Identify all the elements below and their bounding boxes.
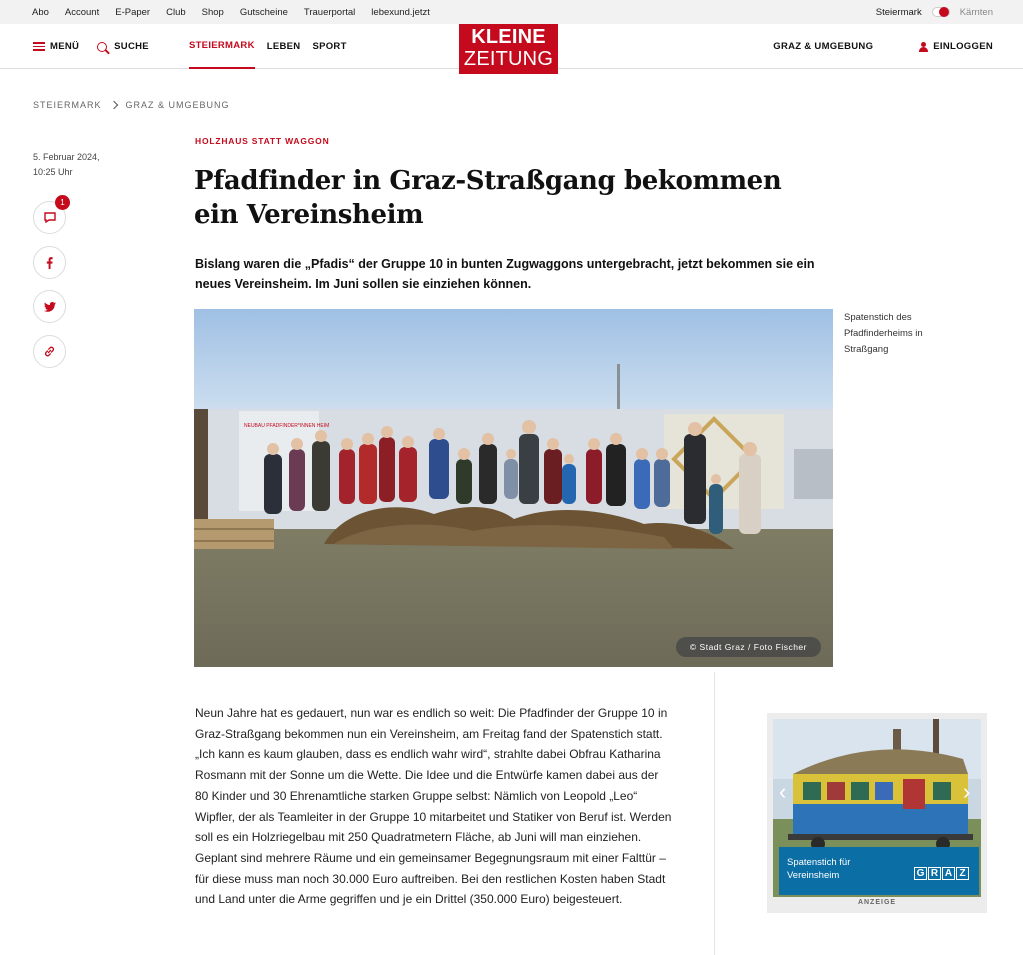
comment-count-badge: 1 — [55, 195, 70, 210]
utility-link-shop[interactable]: Shop — [201, 6, 224, 18]
chevron-left-icon[interactable]: ‹ — [779, 779, 787, 804]
article-body: Neun Jahre hat es gedauert, nun war es endlich so weit: Die Pfadfinder der Gruppe 10 in Graz-Straßgang bekommen nun ein Vereinsheim, am Freitag fand der Spatenstich statt. „Ich kann es kaum glauben, dass es endlich wahr wird“, strahlte dabei Obfrau Katharina Rosmann mit der Sonne um die Wette. Die Idee und die Entwürfe kamen dabei aus der 80 Kinder und 30 Ehrenamtliche starken Gruppe selbst: Nämlich von Leopold „Leo“ Wipfler, der als Teamleiter in der Gruppe 10 mitarbeitet und Statiker von Beruf ist. Werden soll es ein Holzriegelbau mit 250 Quadratmetern Fläche, ab Juni will man einziehen. Geplant sind mehrere Räume und ein gemeinsamer Begegnungsraum mit einer Falttür – für diese muss man noch 30.000 Euro auftreiben. Bei den restlichen Kosten haben Stadt und Land unter die Arme gegriffen und je ein Drittel (350.000 Euro) beigesteuert. — [195, 706, 672, 907]
region-active-label[interactable]: Steiermark — [875, 6, 922, 18]
login-button[interactable] — [919, 41, 993, 52]
article-kicker: HOLZHAUS STATT WAGGON — [195, 136, 330, 146]
graz-logo-letter: Z — [956, 867, 969, 880]
region-toggle[interactable] — [932, 7, 950, 17]
graz-logo — [914, 867, 969, 880]
publish-time: 10:25 Uhr — [33, 167, 73, 177]
region-inactive-label[interactable]: Kärnten — [959, 6, 993, 18]
utility-bar — [0, 0, 1023, 24]
ad-title: Spatenstich für Vereinsheim — [787, 857, 851, 881]
site-logo[interactable] — [459, 24, 558, 74]
article-headline — [194, 164, 814, 232]
utility-link-abo[interactable]: Abo — [32, 6, 49, 18]
breadcrumb-item-graz[interactable]: GRAZ & UMGEBUNG — [125, 100, 230, 110]
nav-region-link[interactable]: GRAZ & UMGEBUNG — [773, 41, 874, 52]
utility-link-gutscheine[interactable]: Gutscheine — [239, 6, 288, 18]
graz-logo-letter: A — [942, 867, 955, 880]
headline-line-1: Pfadfinder in Graz-Straßgang bekommen — [194, 166, 782, 196]
headline-line-2: ein Vereinsheim — [194, 200, 424, 230]
facebook-icon — [46, 257, 53, 269]
utility-links — [32, 0, 430, 24]
utility-link-club[interactable]: Club — [166, 6, 186, 18]
share-twitter-button[interactable] — [33, 290, 66, 323]
nav-section-steiermark[interactable]: STEIERMARK — [189, 24, 255, 69]
search-icon — [97, 42, 107, 52]
nav-section-sport[interactable]: SPORT — [312, 41, 347, 52]
chevron-right-icon — [109, 101, 117, 109]
article-lead: Bislang waren die „Pfadis“ der Gruppe 10 in bunten Zugwaggons untergebracht, jetzt bekommen sie ein neues Vereinsheim. Im Juni sollen sie einziehen können. — [195, 257, 815, 291]
search-button[interactable] — [97, 41, 149, 52]
twitter-icon — [44, 302, 56, 312]
ad-caption-box — [779, 847, 979, 895]
utility-link-account[interactable]: Account — [64, 6, 100, 18]
search-label: SUCHE — [114, 41, 149, 52]
share-facebook-button[interactable] — [33, 246, 66, 279]
photo-caption: Spatenstich des Pfadfinderheims in Straßgang — [844, 312, 923, 355]
menu-button[interactable] — [33, 41, 79, 52]
breadcrumb-item-steiermark[interactable]: STEIERMARK — [33, 100, 102, 110]
advertisement[interactable] — [767, 713, 987, 913]
nav-right — [773, 24, 993, 69]
user-icon — [919, 42, 928, 52]
copy-link-button[interactable] — [33, 335, 66, 368]
groundbreaking-photo — [194, 309, 833, 667]
nav-section-leben[interactable]: LEBEN — [266, 41, 301, 52]
comment-icon — [44, 212, 56, 223]
graz-logo-letter: R — [928, 867, 941, 880]
utility-link-trauerportal[interactable]: Trauerportal — [303, 6, 356, 18]
chevron-right-icon[interactable]: › — [963, 779, 971, 804]
hero-photo[interactable] — [194, 309, 833, 667]
article-meta — [33, 150, 100, 180]
login-label: EINLOGGEN — [933, 41, 993, 52]
logo-line-2: ZEITUNG — [463, 48, 554, 70]
link-icon — [43, 345, 56, 358]
comments-button[interactable] — [33, 198, 66, 234]
menu-label: MENÜ — [50, 41, 80, 52]
nav-left — [33, 24, 359, 69]
graz-logo-letter: G — [914, 867, 927, 880]
banner-text: NEUBAU PFADFINDER*INNEN HEIM — [244, 423, 330, 429]
column-divider — [714, 672, 715, 955]
photo-credit: © Stadt Graz / Foto Fischer — [676, 637, 821, 657]
hamburger-icon — [33, 42, 45, 51]
ad-image — [773, 719, 981, 897]
utility-link-lebexund[interactable]: lebexund.jetzt — [371, 6, 430, 18]
breadcrumb — [33, 100, 230, 110]
utility-link-epaper[interactable]: E-Paper — [115, 6, 151, 18]
region-switch — [876, 0, 993, 24]
logo-line-1: KLEINE — [471, 26, 546, 48]
ad-label: ANZEIGE — [857, 899, 897, 906]
publish-date: 5. Februar 2024, — [33, 152, 100, 162]
